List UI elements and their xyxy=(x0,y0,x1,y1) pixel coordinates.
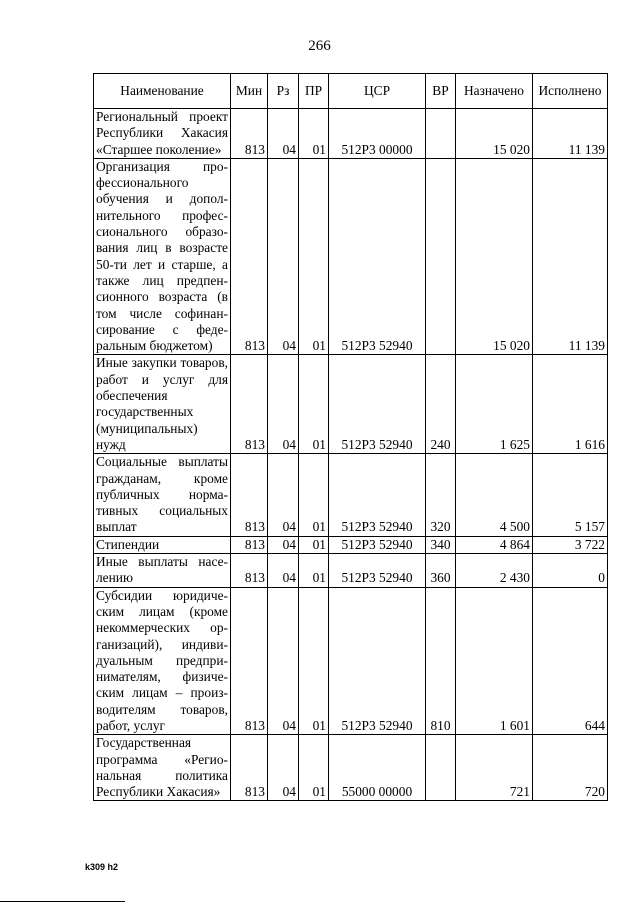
row-executed: 720 xyxy=(533,735,608,801)
table-row xyxy=(94,554,608,588)
row-rz: 04 xyxy=(268,554,299,588)
row-rz: 04 xyxy=(268,355,299,454)
row-pr: 01 xyxy=(299,158,329,355)
row-pr: 01 xyxy=(299,554,329,588)
row-name: Иные закупки товаров, работ и услуг для обеспечения государственных (муниципальных) нужд xyxy=(94,355,231,454)
row-executed: 5 157 xyxy=(533,454,608,536)
row-pr: 01 xyxy=(299,355,329,454)
row-name: Стипендии xyxy=(94,536,231,553)
row-pr: 01 xyxy=(299,587,329,735)
row-csr: 512P3 52940 xyxy=(329,536,426,553)
row-pr: 01 xyxy=(299,109,329,159)
row-vr xyxy=(426,158,456,355)
footer-code: k309 h2 xyxy=(85,862,119,872)
header-rz: Рз xyxy=(268,74,299,109)
row-vr: 320 xyxy=(426,454,456,536)
header-min: Мин xyxy=(231,74,268,109)
row-pr: 01 xyxy=(299,735,329,801)
row-min: 813 xyxy=(231,536,268,553)
row-pr: 01 xyxy=(299,536,329,553)
row-min: 813 xyxy=(231,587,268,735)
row-assigned: 15 020 xyxy=(456,109,533,159)
row-min: 813 xyxy=(231,735,268,801)
row-vr: 340 xyxy=(426,536,456,553)
row-rz: 04 xyxy=(268,109,299,159)
row-assigned: 15 020 xyxy=(456,158,533,355)
row-min: 813 xyxy=(231,454,268,536)
row-executed: 1 616 xyxy=(533,355,608,454)
row-rz: 04 xyxy=(268,536,299,553)
table-row xyxy=(94,355,608,454)
row-csr: 512P3 52940 xyxy=(329,158,426,355)
table-row xyxy=(94,536,608,553)
table-row xyxy=(94,587,608,735)
row-vr: 240 xyxy=(426,355,456,454)
row-rz: 04 xyxy=(268,587,299,735)
row-vr xyxy=(426,109,456,159)
row-csr: 512P3 00000 xyxy=(329,109,426,159)
row-executed: 644 xyxy=(533,587,608,735)
row-min: 813 xyxy=(231,355,268,454)
header-csr: ЦСР xyxy=(329,74,426,109)
row-pr: 01 xyxy=(299,454,329,536)
row-name: Иные выплаты населению xyxy=(94,554,231,588)
row-min: 813 xyxy=(231,158,268,355)
row-rz: 04 xyxy=(268,158,299,355)
table-row xyxy=(94,454,608,536)
row-name: Региональный проект Республики Хакасия «Старшее поколение» xyxy=(94,109,231,159)
header-executed: Исполнено xyxy=(533,74,608,109)
row-rz: 04 xyxy=(268,735,299,801)
footer-divider xyxy=(0,901,125,902)
row-name: Социальные выплаты гражданам, кроме публичных нормативных социальных выплат xyxy=(94,454,231,536)
header-assigned: Назначено xyxy=(456,74,533,109)
row-assigned: 2 430 xyxy=(456,554,533,588)
row-vr xyxy=(426,735,456,801)
table-row xyxy=(94,109,608,159)
row-assigned: 1 625 xyxy=(456,355,533,454)
row-assigned: 721 xyxy=(456,735,533,801)
row-vr: 360 xyxy=(426,554,456,588)
row-assigned: 4 864 xyxy=(456,536,533,553)
row-executed: 3 722 xyxy=(533,536,608,553)
row-assigned: 1 601 xyxy=(456,587,533,735)
row-executed: 11 139 xyxy=(533,109,608,159)
row-executed: 11 139 xyxy=(533,158,608,355)
table-row xyxy=(94,735,608,801)
row-min: 813 xyxy=(231,554,268,588)
table-row xyxy=(94,158,608,355)
row-executed: 0 xyxy=(533,554,608,588)
page-number: 266 xyxy=(308,38,331,54)
budget-table xyxy=(93,73,608,801)
header-vr: ВР xyxy=(426,74,456,109)
row-vr: 810 xyxy=(426,587,456,735)
header-pr: ПР xyxy=(299,74,329,109)
header-name: Наименование xyxy=(94,74,231,109)
row-rz: 04 xyxy=(268,454,299,536)
row-csr: 512P3 52940 xyxy=(329,554,426,588)
table-header-row xyxy=(94,74,608,109)
row-assigned: 4 500 xyxy=(456,454,533,536)
row-csr: 55000 00000 xyxy=(329,735,426,801)
row-csr: 512P3 52940 xyxy=(329,587,426,735)
row-csr: 512P3 52940 xyxy=(329,355,426,454)
row-csr: 512P3 52940 xyxy=(329,454,426,536)
row-min: 813 xyxy=(231,109,268,159)
row-name: Государственная программа «Региональная политика Республики Хакасия» xyxy=(94,735,231,801)
row-name: Организация профессионального обучения и дополнительного профессионального образования лиц в возрасте 50-ти лет и старше, а также лиц предпенсионного возраста (в том числе софинансирование с федеральным бюджетом) xyxy=(94,158,231,355)
row-name: Субсидии юридическим лицам (кроме некоммерческих организаций), индивидуальным предпринимателям, физическим лицам – производителям товаров, работ, услуг xyxy=(94,587,231,735)
